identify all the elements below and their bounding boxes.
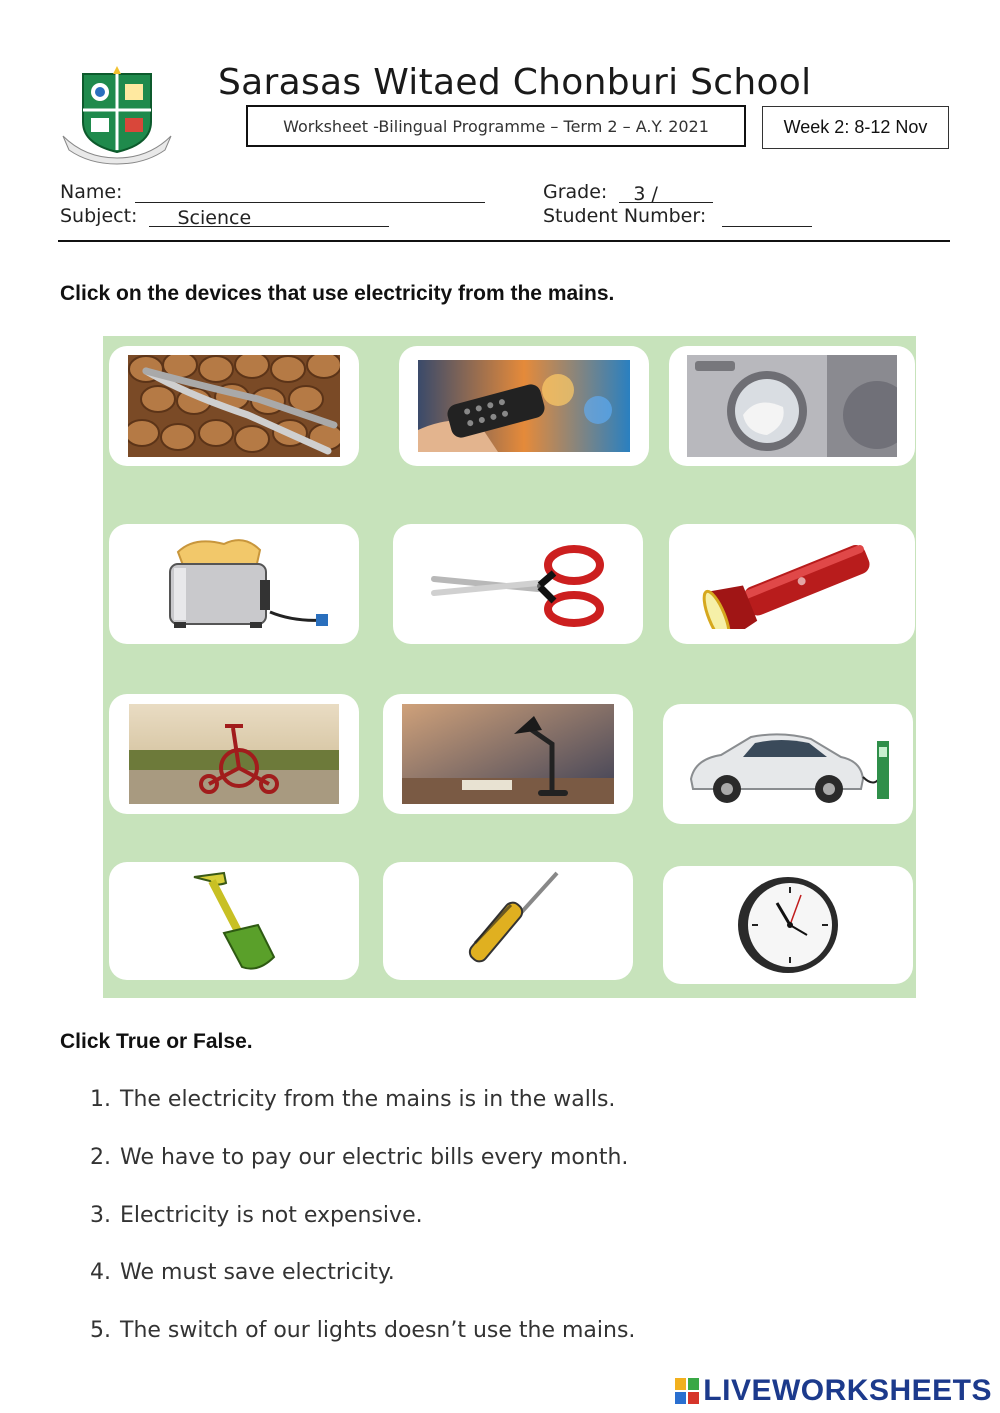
student-number-field <box>543 205 812 227</box>
statement-number: 2. <box>90 1145 111 1170</box>
device-grid <box>103 336 916 998</box>
grade-label: Grade: <box>543 181 608 203</box>
grade-field <box>543 181 713 203</box>
electric-car-icon <box>681 719 895 809</box>
section1-instruction: Click on the devices that use electricity from the mains. <box>60 282 615 305</box>
flashlight-icon <box>702 539 882 629</box>
card-washing-machine[interactable] <box>669 346 915 466</box>
tv-remote-icon <box>418 360 630 452</box>
subject-field <box>60 205 389 227</box>
header-divider <box>58 240 950 242</box>
grade-value: 3 / <box>633 183 658 205</box>
washing-machine-icon <box>687 355 897 457</box>
student-number-label: Student Number: <box>543 205 707 227</box>
wall-clock-icon <box>733 873 843 977</box>
statement-number: 4. <box>90 1260 111 1285</box>
nutcracker-icon <box>128 355 340 457</box>
subject-label: Subject: <box>60 205 138 227</box>
tricycle-icon <box>129 704 339 804</box>
liveworksheets-logo[interactable] <box>675 1374 992 1408</box>
card-toaster[interactable] <box>109 524 359 644</box>
statement-1[interactable] <box>90 1087 615 1112</box>
card-nutcracker[interactable] <box>109 346 359 466</box>
subject-value: Science <box>177 207 252 229</box>
statement-text: We must save electricity. <box>120 1260 395 1285</box>
card-screwdriver[interactable] <box>383 862 633 980</box>
scissors-icon <box>428 539 608 629</box>
week-label: Week 2: 8-12 Nov <box>762 106 949 149</box>
statement-number: 1. <box>90 1087 111 1112</box>
screwdriver-icon <box>453 869 563 973</box>
shovel-icon <box>184 869 284 973</box>
card-electric-car[interactable] <box>663 704 913 824</box>
name-input[interactable] <box>135 182 485 203</box>
school-logo <box>55 66 179 168</box>
name-label: Name: <box>60 181 123 203</box>
toaster-icon <box>134 532 334 636</box>
statement-number: 5. <box>90 1318 111 1343</box>
grade-input[interactable] <box>619 183 713 203</box>
card-wall-clock[interactable] <box>663 866 913 984</box>
desk-lamp-icon <box>402 704 614 804</box>
subject-input[interactable] <box>149 207 389 227</box>
statement-4[interactable] <box>90 1260 395 1285</box>
card-shovel[interactable] <box>109 862 359 980</box>
liveworksheets-badge-icon <box>675 1378 699 1404</box>
card-scissors[interactable] <box>393 524 643 644</box>
statement-2[interactable] <box>90 1145 628 1170</box>
statement-3[interactable] <box>90 1203 423 1228</box>
worksheet-label: Worksheet -Bilingual Programme – Term 2 – A.Y. 2021 <box>246 105 746 147</box>
section2-instruction: Click True or False. <box>60 1030 253 1053</box>
statement-text: Electricity is not expensive. <box>120 1203 423 1228</box>
statement-text: The electricity from the mains is in the walls. <box>120 1087 616 1112</box>
card-tricycle[interactable] <box>109 694 359 814</box>
name-field <box>60 181 485 203</box>
statement-number: 3. <box>90 1203 111 1228</box>
student-number-input[interactable] <box>722 206 812 227</box>
statement-5[interactable] <box>90 1318 635 1343</box>
card-desk-lamp[interactable] <box>383 694 633 814</box>
brand-text: LIVEWORKSHEETS <box>703 1374 992 1407</box>
card-tv-remote[interactable] <box>399 346 649 466</box>
card-flashlight[interactable] <box>669 524 915 644</box>
school-name: Sarasas Witaed Chonburi School <box>218 62 812 103</box>
statement-text: We have to pay our electric bills every month. <box>120 1145 629 1170</box>
statement-text: The switch of our lights doesn’t use the mains. <box>120 1318 636 1343</box>
